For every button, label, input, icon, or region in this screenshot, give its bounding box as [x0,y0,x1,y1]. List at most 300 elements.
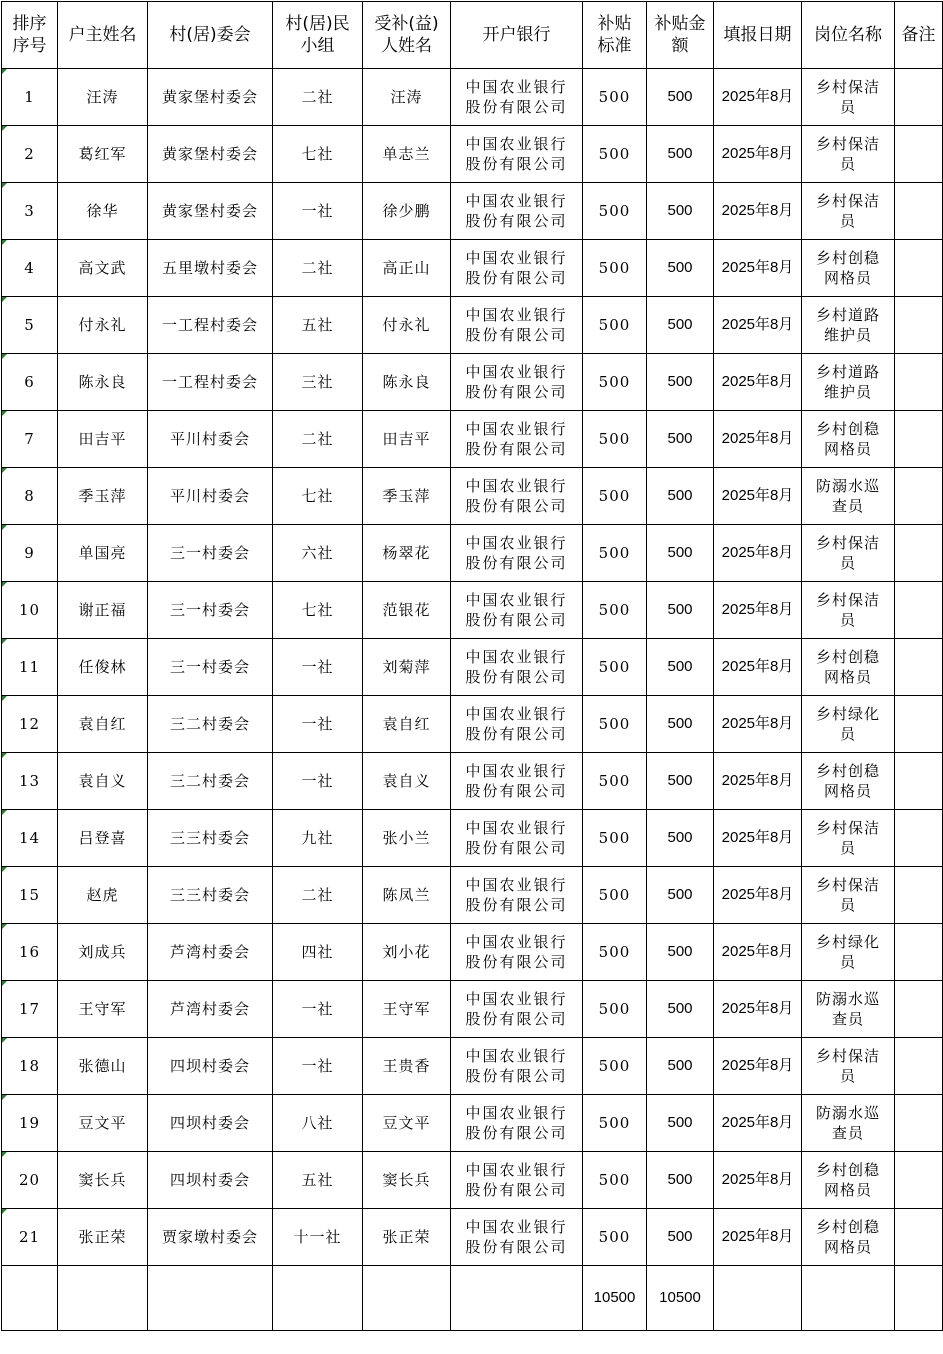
subsidy-sheet [0,1,943,1354]
row-bank [451,753,583,810]
row-bank [451,582,583,639]
row-remark [895,981,943,1038]
total-cell-empty [58,1266,148,1331]
bank-line: 中国农业银行 [465,591,568,609]
total-cell-empty [802,1266,895,1331]
position-line: 查员 [831,1010,864,1028]
header-row [2,2,943,69]
row-standard: 500 [583,69,647,126]
header-remark: 备注 [895,2,943,69]
bank-line: 中国农业银行 [465,78,568,96]
table-row [2,1095,943,1152]
row-amount: 500 [647,69,714,126]
row-committee: 贾家墩村委会 [148,1209,273,1266]
row-date: 2025年8月 [714,1095,802,1152]
row-head-name: 葛红军 [58,126,148,183]
table-row [2,183,943,240]
row-date: 2025年8月 [714,354,802,411]
row-seq: 14 [2,810,58,867]
position-line: 员 [839,839,856,857]
position-line: 乡村创稳 [815,420,880,438]
bank-line: 中国农业银行 [465,876,568,894]
table-row [2,696,943,753]
bank-line: 股份有限公司 [465,668,568,686]
row-seq: 13 [2,753,58,810]
row-standard: 500 [583,582,647,639]
row-group: 二社 [273,867,363,924]
row-head-name: 高文武 [58,240,148,297]
total-cell-empty [363,1266,451,1331]
row-committee: 三一村委会 [148,525,273,582]
row-committee: 三三村委会 [148,867,273,924]
subsidy-table [1,1,943,1331]
bank-line: 股份有限公司 [465,383,568,401]
row-standard: 500 [583,240,647,297]
row-recipient: 刘菊萍 [363,639,451,696]
row-seq: 19 [2,1095,58,1152]
row-committee: 芦湾村委会 [148,924,273,981]
header-head-name: 户主姓名 [58,2,148,69]
row-date: 2025年8月 [714,69,802,126]
bank-line: 中国农业银行 [465,1161,568,1179]
bank-line: 股份有限公司 [465,1067,568,1085]
row-committee: 平川村委会 [148,468,273,525]
row-position [802,753,895,810]
bank-line: 中国农业银行 [465,1047,568,1065]
row-standard: 500 [583,1095,647,1152]
row-group: 六社 [273,525,363,582]
row-committee: 五里墩村委会 [148,240,273,297]
total-cell-empty [273,1266,363,1331]
bank-line: 股份有限公司 [465,611,568,629]
row-position [802,354,895,411]
row-bank [451,981,583,1038]
row-committee: 三一村委会 [148,582,273,639]
row-position [802,126,895,183]
row-date: 2025年8月 [714,1152,802,1209]
header-recipient: 受补(益) 人姓名 [363,2,451,69]
row-remark [895,1152,943,1209]
row-head-name: 袁自义 [58,753,148,810]
row-date: 2025年8月 [714,183,802,240]
bank-line: 股份有限公司 [465,725,568,743]
row-amount: 500 [647,525,714,582]
row-remark [895,183,943,240]
row-date: 2025年8月 [714,981,802,1038]
row-group: 十一社 [273,1209,363,1266]
row-head-name: 陈永良 [58,354,148,411]
total-cell-empty [895,1266,943,1331]
row-position [802,924,895,981]
row-position [802,1209,895,1266]
row-standard: 500 [583,639,647,696]
position-line: 网格员 [823,1181,872,1199]
bank-line: 中国农业银行 [465,363,568,381]
bank-line: 股份有限公司 [465,782,568,800]
row-remark [895,867,943,924]
bank-line: 中国农业银行 [465,249,568,267]
row-date: 2025年8月 [714,525,802,582]
row-seq: 10 [2,582,58,639]
table-row [2,753,943,810]
bank-line: 股份有限公司 [465,839,568,857]
row-standard: 500 [583,525,647,582]
row-remark [895,810,943,867]
row-position [802,867,895,924]
position-line: 防溺水巡 [815,1104,880,1122]
bank-line: 中国农业银行 [465,819,568,837]
position-line: 员 [839,155,856,173]
row-date: 2025年8月 [714,639,802,696]
row-standard: 500 [583,867,647,924]
row-seq: 5 [2,297,58,354]
table-row [2,354,943,411]
row-head-name: 徐华 [58,183,148,240]
row-head-name: 任俊林 [58,639,148,696]
row-recipient: 田吉平 [363,411,451,468]
position-line: 乡村保洁 [815,78,880,96]
row-amount: 500 [647,867,714,924]
header-standard: 补贴 标准 [583,2,647,69]
position-line: 防溺水巡 [815,990,880,1008]
position-line: 乡村保洁 [815,135,880,153]
row-bank [451,126,583,183]
row-seq: 17 [2,981,58,1038]
bank-line: 股份有限公司 [465,1181,568,1199]
row-position [802,183,895,240]
row-remark [895,468,943,525]
row-committee: 黄家堡村委会 [148,69,273,126]
row-recipient: 王守军 [363,981,451,1038]
row-seq: 20 [2,1152,58,1209]
position-line: 网格员 [823,668,872,686]
position-line: 乡村创稳 [815,1218,880,1236]
row-date: 2025年8月 [714,867,802,924]
row-date: 2025年8月 [714,240,802,297]
row-date: 2025年8月 [714,411,802,468]
row-remark [895,354,943,411]
total-row [2,1266,943,1331]
row-remark [895,240,943,297]
bank-line: 中国农业银行 [465,705,568,723]
row-recipient: 刘小花 [363,924,451,981]
bank-line: 股份有限公司 [465,155,568,173]
row-recipient: 陈永良 [363,354,451,411]
bank-line: 股份有限公司 [465,497,568,515]
row-date: 2025年8月 [714,924,802,981]
bank-line: 中国农业银行 [465,192,568,210]
row-head-name: 谢正福 [58,582,148,639]
row-seq: 16 [2,924,58,981]
row-date: 2025年8月 [714,810,802,867]
row-position [802,69,895,126]
row-standard: 500 [583,1152,647,1209]
row-recipient: 徐少鹏 [363,183,451,240]
table-row [2,810,943,867]
position-line: 员 [839,611,856,629]
header-committee: 村(居)委会 [148,2,273,69]
bank-line: 中国农业银行 [465,933,568,951]
bank-line: 股份有限公司 [465,953,568,971]
row-head-name: 豆文平 [58,1095,148,1152]
row-committee: 一工程村委会 [148,354,273,411]
row-group: 七社 [273,582,363,639]
row-amount: 500 [647,183,714,240]
row-seq: 9 [2,525,58,582]
header-amount: 补贴金 额 [647,2,714,69]
bank-line: 中国农业银行 [465,1218,568,1236]
position-line: 查员 [831,497,864,515]
row-bank [451,525,583,582]
header-group: 村(居)民 小组 [273,2,363,69]
row-remark [895,1038,943,1095]
bank-line: 股份有限公司 [465,326,568,344]
table-row [2,1038,943,1095]
row-recipient: 陈凤兰 [363,867,451,924]
row-group: 一社 [273,981,363,1038]
row-group: 五社 [273,1152,363,1209]
row-amount: 500 [647,981,714,1038]
row-bank [451,1095,583,1152]
row-position [802,981,895,1038]
header-seq: 排序 序号 [2,2,58,69]
row-date: 2025年8月 [714,468,802,525]
row-bank [451,1152,583,1209]
row-standard: 500 [583,297,647,354]
total-cell-empty [148,1266,273,1331]
row-standard: 500 [583,810,647,867]
bank-line: 股份有限公司 [465,440,568,458]
row-position [802,1095,895,1152]
total-cell-empty [714,1266,802,1331]
bank-line: 股份有限公司 [465,1238,568,1256]
bank-line: 股份有限公司 [465,212,568,230]
row-remark [895,639,943,696]
row-bank [451,240,583,297]
row-recipient: 杨翠花 [363,525,451,582]
row-remark [895,126,943,183]
row-position [802,696,895,753]
row-date: 2025年8月 [714,1209,802,1266]
row-head-name: 王守军 [58,981,148,1038]
row-date: 2025年8月 [714,696,802,753]
row-position [802,582,895,639]
row-seq: 8 [2,468,58,525]
row-group: 一社 [273,696,363,753]
row-standard: 500 [583,1038,647,1095]
row-seq: 11 [2,639,58,696]
row-head-name: 田吉平 [58,411,148,468]
table-body [2,69,943,1266]
row-seq: 3 [2,183,58,240]
row-bank [451,183,583,240]
row-recipient: 袁自义 [363,753,451,810]
row-position [802,468,895,525]
row-standard: 500 [583,696,647,753]
bank-line: 股份有限公司 [465,269,568,287]
total-standard: 10500 [583,1266,647,1331]
total-cell-empty [2,1266,58,1331]
row-bank [451,297,583,354]
row-group: 五社 [273,297,363,354]
row-group: 八社 [273,1095,363,1152]
position-line: 乡村道路 [815,306,880,324]
row-amount: 500 [647,639,714,696]
row-bank [451,1038,583,1095]
row-amount: 500 [647,582,714,639]
row-committee: 黄家堡村委会 [148,126,273,183]
row-amount: 500 [647,297,714,354]
row-date: 2025年8月 [714,753,802,810]
row-recipient: 范银花 [363,582,451,639]
row-standard: 500 [583,468,647,525]
row-group: 七社 [273,126,363,183]
row-bank [451,468,583,525]
row-amount: 500 [647,240,714,297]
position-line: 网格员 [823,269,872,287]
row-remark [895,525,943,582]
row-bank [451,354,583,411]
row-recipient: 季玉萍 [363,468,451,525]
row-group: 一社 [273,183,363,240]
row-position [802,240,895,297]
row-recipient: 袁自红 [363,696,451,753]
row-remark [895,924,943,981]
row-standard: 500 [583,183,647,240]
table-row [2,126,943,183]
row-bank [451,696,583,753]
row-remark [895,1095,943,1152]
row-date: 2025年8月 [714,126,802,183]
row-position [802,297,895,354]
row-amount: 500 [647,1152,714,1209]
row-recipient: 付永礼 [363,297,451,354]
row-bank [451,639,583,696]
row-group: 一社 [273,639,363,696]
row-committee: 三二村委会 [148,753,273,810]
row-head-name: 赵虎 [58,867,148,924]
row-position [802,810,895,867]
row-recipient: 王贵香 [363,1038,451,1095]
row-date: 2025年8月 [714,297,802,354]
row-committee: 一工程村委会 [148,297,273,354]
row-amount: 500 [647,411,714,468]
table-row [2,525,943,582]
row-recipient: 汪涛 [363,69,451,126]
position-line: 维护员 [823,326,872,344]
bank-line: 中国农业银行 [465,306,568,324]
row-committee: 三一村委会 [148,639,273,696]
row-group: 一社 [273,753,363,810]
row-recipient: 豆文平 [363,1095,451,1152]
position-line: 乡村保洁 [815,876,880,894]
table-row [2,411,943,468]
bank-line: 中国农业银行 [465,534,568,552]
table-row [2,1209,943,1266]
position-line: 员 [839,725,856,743]
row-bank [451,867,583,924]
row-date: 2025年8月 [714,1038,802,1095]
position-line: 网格员 [823,440,872,458]
position-line: 维护员 [823,383,872,401]
row-amount: 500 [647,1209,714,1266]
row-group: 九社 [273,810,363,867]
row-head-name: 汪涛 [58,69,148,126]
position-line: 查员 [831,1124,864,1142]
row-seq: 15 [2,867,58,924]
row-position [802,525,895,582]
row-bank [451,924,583,981]
bank-line: 股份有限公司 [465,1124,568,1142]
row-amount: 500 [647,924,714,981]
row-head-name: 付永礼 [58,297,148,354]
position-line: 乡村保洁 [815,192,880,210]
bank-line: 股份有限公司 [465,98,568,116]
row-head-name: 窦长兵 [58,1152,148,1209]
row-committee: 四坝村委会 [148,1152,273,1209]
row-position [802,1152,895,1209]
position-line: 乡村创稳 [815,1161,880,1179]
table-row [2,582,943,639]
position-line: 乡村保洁 [815,1047,880,1065]
row-recipient: 高正山 [363,240,451,297]
bank-line: 中国农业银行 [465,135,568,153]
position-line: 员 [839,896,856,914]
position-line: 员 [839,212,856,230]
row-head-name: 季玉萍 [58,468,148,525]
row-remark [895,582,943,639]
row-position [802,1038,895,1095]
table-row [2,981,943,1038]
position-line: 乡村保洁 [815,591,880,609]
row-standard: 500 [583,981,647,1038]
row-group: 二社 [273,240,363,297]
position-line: 乡村保洁 [815,819,880,837]
header-position: 岗位名称 [802,2,895,69]
row-amount: 500 [647,696,714,753]
table-row [2,297,943,354]
row-committee: 四坝村委会 [148,1095,273,1152]
row-recipient: 张小兰 [363,810,451,867]
position-line: 乡村保洁 [815,534,880,552]
table-row [2,240,943,297]
row-committee: 四坝村委会 [148,1038,273,1095]
position-line: 员 [839,953,856,971]
row-bank [451,411,583,468]
position-line: 员 [839,1067,856,1085]
position-line: 员 [839,98,856,116]
position-line: 乡村创稳 [815,648,880,666]
row-date: 2025年8月 [714,582,802,639]
row-amount: 500 [647,126,714,183]
position-line: 防溺水巡 [815,477,880,495]
row-standard: 500 [583,354,647,411]
row-amount: 500 [647,810,714,867]
row-head-name: 张正荣 [58,1209,148,1266]
row-remark [895,753,943,810]
row-committee: 平川村委会 [148,411,273,468]
row-position [802,411,895,468]
position-line: 员 [839,554,856,572]
row-amount: 500 [647,1095,714,1152]
row-standard: 500 [583,411,647,468]
row-group: 二社 [273,69,363,126]
table-row [2,69,943,126]
row-group: 三社 [273,354,363,411]
row-remark [895,411,943,468]
row-head-name: 袁自红 [58,696,148,753]
header-bank: 开户银行 [451,2,583,69]
